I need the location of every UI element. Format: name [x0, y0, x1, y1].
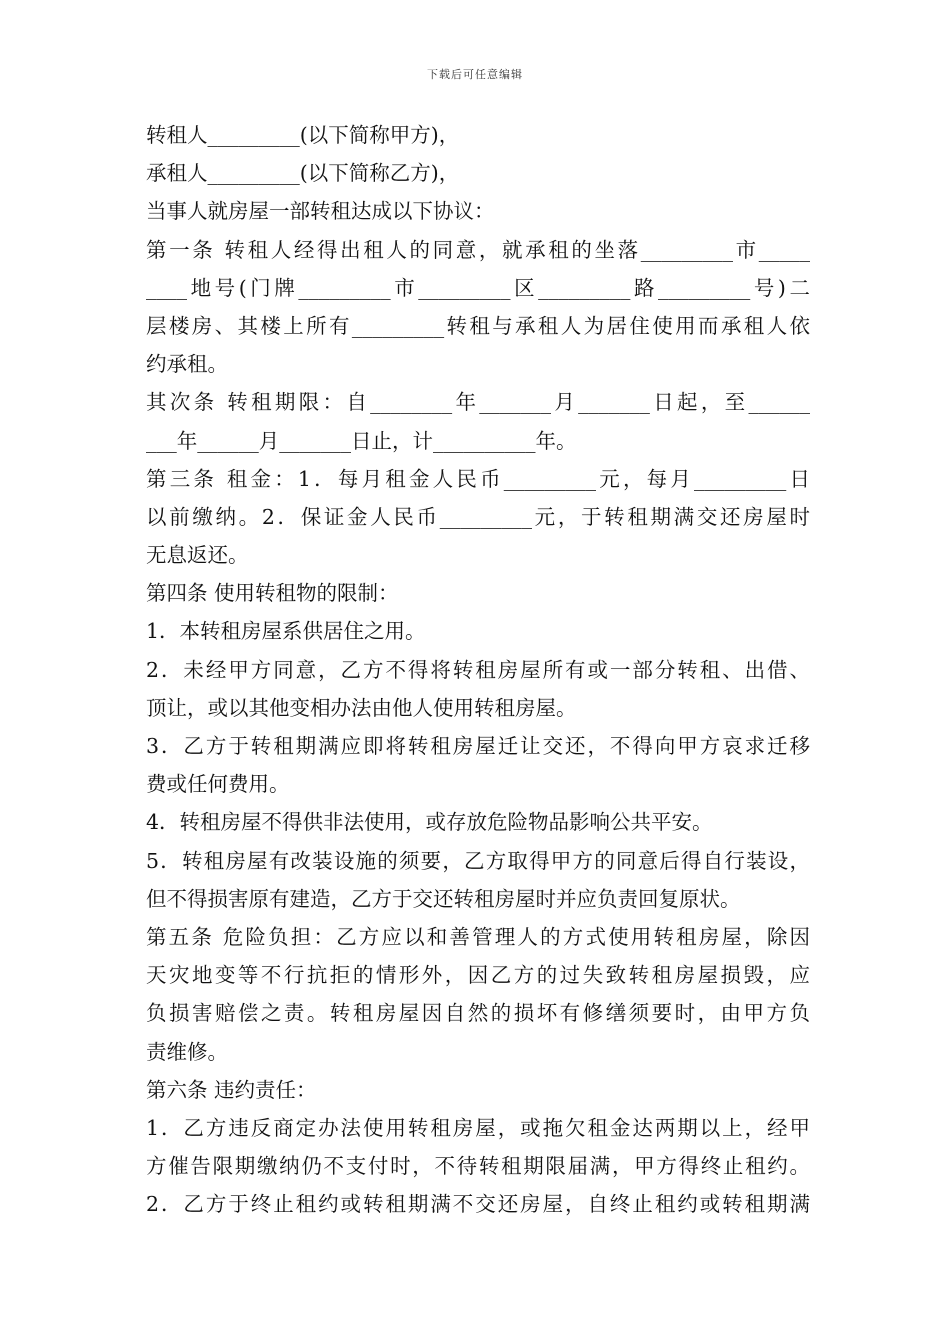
article-3-line-2: 以前缴纳。2．保证金人民币_________元，于转租期满交还房屋时: [146, 504, 810, 529]
article-4-item-2-line-2: 顶让，或以其他变相办法由他人使用转租房屋。: [146, 695, 577, 720]
article-4-item-5-line-2: 但不得损害原有建造，乙方于交还转租房屋时并应负责回复原状。: [146, 886, 741, 911]
article-5-line-3: 负损害赔偿之责。转租房屋因自然的损坏有修缮须要时，由甲方负: [146, 1001, 810, 1026]
article-4-heading: 第四条 使用转租物的限制：: [146, 581, 399, 606]
article-4-item-3-line-1: 3．乙方于转租期满应即将转租房屋迁让交还，不得向甲方哀求迁移: [146, 734, 810, 758]
article-5-line-1: 第五条 危险负担：乙方应以和善管理人的方式使用转租房屋，除因: [146, 924, 810, 949]
article-1-line-2: ____地号(门牌_________市_________区_________路_________号)二: [146, 275, 810, 300]
article-6-item-1-line-1: 1．乙方违反商定办法使用转租房屋，或拖欠租金达两期以上，经甲: [146, 1115, 810, 1140]
article-6-heading: 第六条 违约责任：: [146, 1077, 317, 1102]
article-4-item-4: 4．转租房屋不得供非法使用，或存放危险物品影响公共平安。: [146, 810, 713, 835]
article-4-item-1: 1．本转租房屋系供居住之用。: [146, 619, 426, 644]
document-body: [146, 116, 810, 1223]
article-1-line-3: 层楼房、其楼上所有_________转租与承租人为居住使用而承租人依: [146, 313, 810, 338]
header-note: 下载后可任意编辑: [427, 68, 523, 81]
article-5-line-4: 责维修。: [146, 1039, 228, 1064]
article-4-item-5-line-1: 5．转租房屋有改装设施的须要，乙方取得甲方的同意后得自行装设，: [146, 848, 810, 873]
party-b-line: 承租人_________(以下简称乙方)，: [146, 161, 460, 186]
article-6-item-2-line-1: 2．乙方于终止租约或转租期满不交还房屋，自终止租约或转租期满: [146, 1192, 810, 1217]
article-1-line-1: 第一条 转租人经得出租人的同意，就承租的坐落_________市_____: [146, 237, 810, 262]
article-2-line-1: 其次条 转租期限：自________年_______月_______日起，至______: [146, 390, 810, 415]
agreement-intro: 当事人就房屋一部转租达成以下协议：: [146, 199, 495, 224]
party-a-line: 转租人_________(以下简称甲方)，: [146, 123, 460, 147]
article-4-item-2-line-1: 2．未经甲方同意，乙方不得将转租房屋所有或一部分转租、出借、: [146, 657, 810, 682]
article-6-item-1-line-2: 方催告限期缴纳仍不支付时，不待转租期限届满，甲方得终止租约。: [146, 1154, 810, 1179]
article-5-line-2: 天灾地变等不行抗拒的情形外，因乙方的过失致转租房屋损毁，应: [146, 963, 810, 988]
article-2-line-2: ___年______月_______日止，计__________年。: [146, 428, 577, 453]
article-3-line-1: 第三条 租金：1．每月租金人民币_________元，每月_________日: [146, 466, 810, 491]
article-3-line-3: 无息返还。: [146, 543, 249, 568]
article-4-item-3-line-2: 费或任何费用。: [146, 772, 290, 797]
article-1-line-4: 约承租。: [146, 352, 228, 377]
